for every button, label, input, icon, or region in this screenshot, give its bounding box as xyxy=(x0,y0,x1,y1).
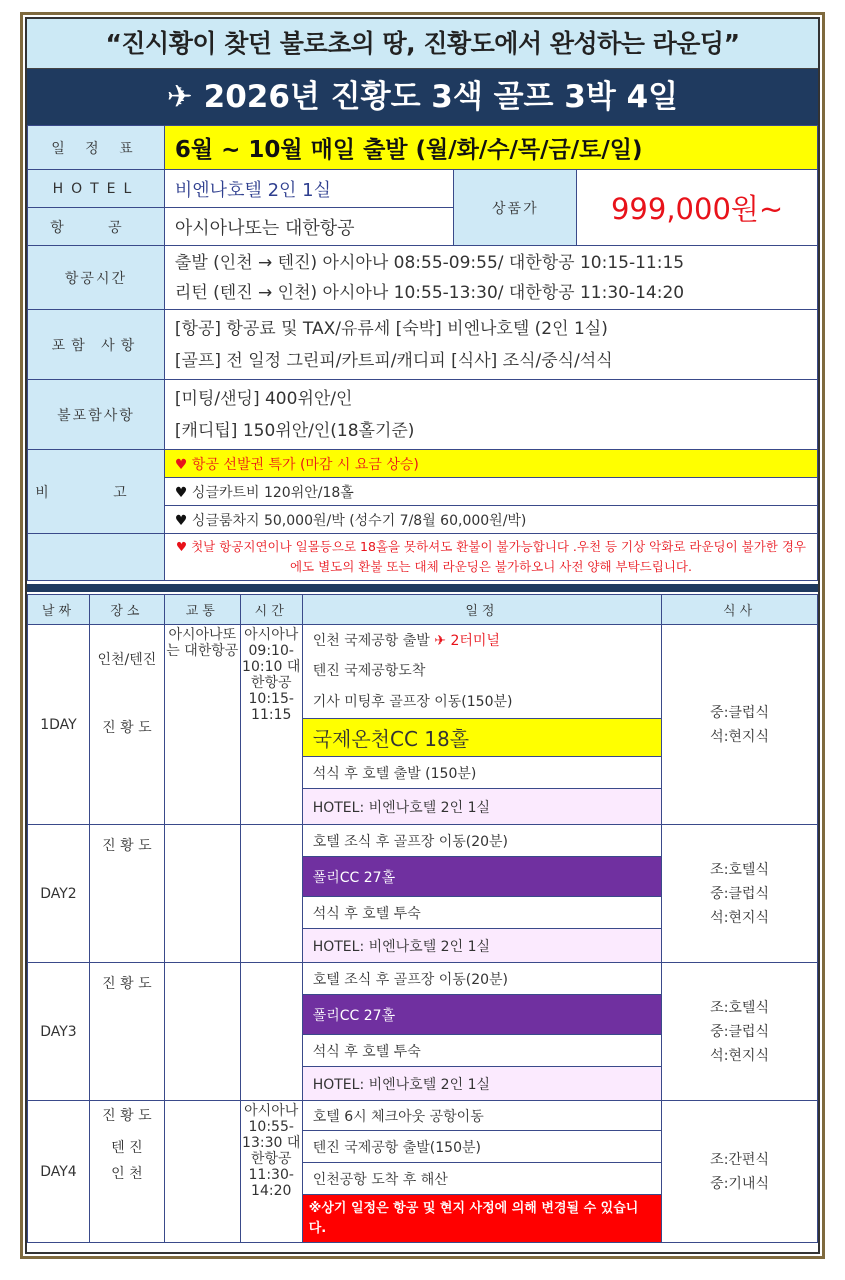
heart-icon: ♥ xyxy=(174,512,188,529)
remark-item-4: ♥ 첫날 항공지연이나 일몰등으로 18홀을 못하셔도 환불이 불가능합니다 .우천 등 기상 악화로 라운딩이 불가한 경우에도 별도의 환불 또는 대체 라운딩은 불가하오니 사전 양해 부탁드립니다. xyxy=(164,534,817,581)
section-divider xyxy=(27,584,818,592)
air-value: 아시아나또는 대한항공 xyxy=(164,208,454,246)
day1-place-1: 인천/텐진 xyxy=(97,652,157,668)
day3-hotel: HOTEL: 비엔나호텔 2인 1실 xyxy=(302,1067,661,1101)
day1-hotel: HOTEL: 비엔나호텔 2인 1실 xyxy=(302,789,661,825)
header-transport: 교통 xyxy=(164,595,240,625)
hotel-label: HOTEL xyxy=(28,170,165,208)
itinerary-header-row xyxy=(28,595,818,625)
day1-schedule-3: 기사 미팅후 골프장 이동(150분) xyxy=(302,685,661,719)
excluded-line-1: [미팅/샌딩] 400위안/인 xyxy=(174,388,353,409)
day1-meals: 중:클럽식 석:현지식 xyxy=(662,625,818,825)
day1-schedule-2: 텐진 국제공항도착 xyxy=(302,655,661,685)
day4-meals: 조:간편식 중:기내식 xyxy=(662,1101,818,1243)
header-place: 장소 xyxy=(89,595,164,625)
airplane-icon: ✈ xyxy=(166,79,193,115)
day3-schedule-3: 석식 후 호텔 투숙 xyxy=(302,1035,661,1067)
day3-label: DAY3 xyxy=(28,963,90,1101)
day4-transport xyxy=(164,1101,240,1243)
day2-schedule-3: 석식 후 호텔 투숙 xyxy=(302,897,661,929)
flight-times xyxy=(164,246,817,310)
header-time: 시간 xyxy=(240,595,302,625)
hotel-value: 비엔나호텔 2인 1실 xyxy=(164,170,454,208)
flight-outbound: 출발 (인천 → 텐진) 아시아나 08:55-09:55/ 대한항공 10:15-11:15 xyxy=(174,252,685,273)
included-label: 포함 사항 xyxy=(28,310,165,380)
day2-place: 진 황 도 xyxy=(89,825,164,963)
day4-notice: ※상기 일정은 항공 및 현지 사정에 의해 변경될 수 있습니다. xyxy=(302,1195,661,1243)
page-title: 2026년 진황도 3색 골프 3박 4일 xyxy=(203,79,679,115)
day3-transport xyxy=(164,963,240,1101)
excluded-line-2: [캐디팁] 150위안/인(18홀기준) xyxy=(174,420,415,441)
day2-label: DAY2 xyxy=(28,825,90,963)
day4-place: 진 황 도 텐 진 인 천 xyxy=(89,1101,164,1243)
slogan-banner: “진시황이 찾던 불로초의 땅, 진황도에서 완성하는 라운딩” xyxy=(27,19,818,69)
included-items xyxy=(164,310,817,380)
header-schedule: 일정 xyxy=(302,595,661,625)
day1-time: 아시아나 09:10-10:10 대한항공 10:15-11:15 xyxy=(240,625,302,825)
day3-time xyxy=(240,963,302,1101)
day1-transport: 아시아나또는 대한항공 xyxy=(164,625,240,825)
remark-label: 비 고 xyxy=(28,450,165,534)
day4-schedule-3: 인천공항 도착 후 해산 xyxy=(302,1163,661,1195)
flight-time-label: 항공시간 xyxy=(28,246,165,310)
excluded-items xyxy=(164,380,817,450)
day2-transport xyxy=(164,825,240,963)
day1-label: 1DAY xyxy=(28,625,90,825)
header-date: 날짜 xyxy=(28,595,90,625)
heart-icon: ♥ xyxy=(174,456,188,473)
info-table xyxy=(27,125,818,581)
itinerary-table xyxy=(27,594,818,1243)
day2-meals: 조:호텔식 중:클럽식 석:현지식 xyxy=(662,825,818,963)
day4-schedule-2: 텐진 국제공항 출발(150분) xyxy=(302,1131,661,1163)
day2-hotel: HOTEL: 비엔나호텔 2인 1실 xyxy=(302,929,661,963)
remark-item-3: ♥ 싱글룸차지 50,000원/박 (성수기 7/8월 60,000원/박) xyxy=(164,506,817,534)
day3-meals: 조:호텔식 중:클럽식 석:현지식 xyxy=(662,963,818,1101)
day2-golf: 폴리CC 27홀 xyxy=(302,857,661,897)
day4-label: DAY4 xyxy=(28,1101,90,1243)
remark-item-1: ♥ 항공 선발권 특가 (마감 시 요금 상승) xyxy=(164,450,817,478)
excluded-label: 불포함사항 xyxy=(28,380,165,450)
day1-place xyxy=(89,625,164,825)
day1-place-2: 진 황 도 xyxy=(102,720,152,736)
day4-time: 아시아나 10:55-13:30 대한항공 11:30-14:20 xyxy=(240,1101,302,1243)
remark-item-2: ♥ 싱글카트비 120위안/18홀 xyxy=(164,478,817,506)
day1-schedule-5: 석식 후 호텔 출발 (150분) xyxy=(302,757,661,789)
price-value: 999,000원~ xyxy=(577,170,818,246)
day4-schedule-1: 호텔 6시 체크아웃 공항이동 xyxy=(302,1101,661,1131)
schedule-value: 6월 ~ 10월 매일 출발 (월/화/수/목/금/토/일) xyxy=(164,126,817,170)
day1-schedule-1: 인천 국제공항 출발 ✈ 2터미널 xyxy=(302,625,661,655)
day3-schedule-1: 호텔 조식 후 골프장 이동(20분) xyxy=(302,963,661,995)
day3-place: 진 황 도 xyxy=(89,963,164,1101)
day1-golf: 국제온천CC 18홀 xyxy=(302,719,661,757)
air-label: 항 공 xyxy=(28,208,165,246)
flight-return: 리턴 (텐진 → 인천) 아시아나 10:55-13:30/ 대한항공 11:30-14:20 xyxy=(174,282,685,303)
airplane-icon: ✈ xyxy=(434,632,446,649)
included-line-2: [골프] 전 일정 그린피/카트피/캐디피 [식사] 조식/중식/석식 xyxy=(174,350,613,371)
day3-golf: 폴리CC 27홀 xyxy=(302,995,661,1035)
included-line-1: [항공] 항공료 및 TAX/유류세 [숙박] 비엔나호텔 (2인 1실) xyxy=(174,318,608,339)
header-meal: 식사 xyxy=(662,595,818,625)
heart-icon: ♥ xyxy=(174,484,188,501)
schedule-label: 일 정 표 xyxy=(28,126,165,170)
title-bar xyxy=(27,69,818,125)
day2-schedule-1: 호텔 조식 후 골프장 이동(20분) xyxy=(302,825,661,857)
heart-icon: ♥ xyxy=(175,539,188,554)
remark-label-empty xyxy=(28,534,165,581)
day2-time xyxy=(240,825,302,963)
price-label: 상품가 xyxy=(454,170,577,246)
